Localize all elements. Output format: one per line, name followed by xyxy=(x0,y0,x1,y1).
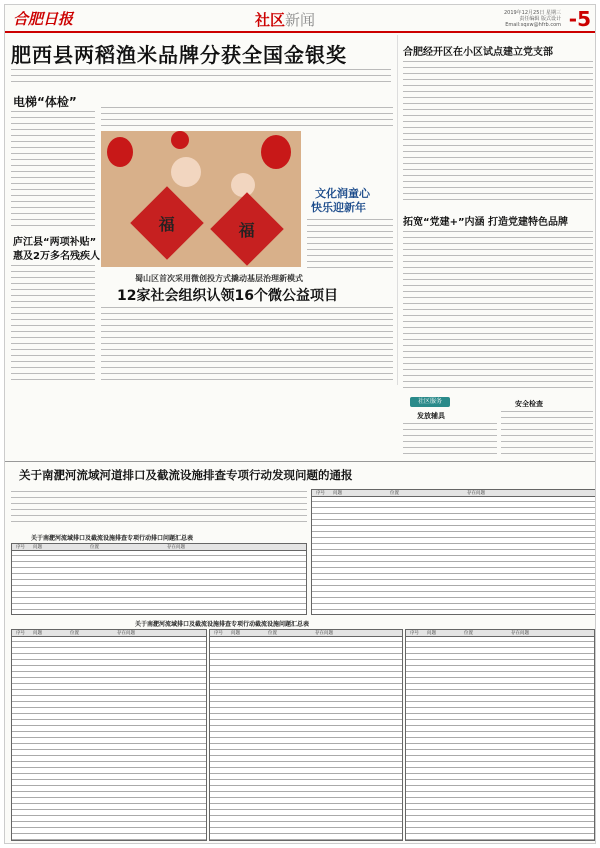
right-brief-2 xyxy=(501,409,593,457)
fu-character-left: 福 xyxy=(158,214,176,234)
left-subhead-elevator: 电梯“体检” xyxy=(13,95,77,109)
photo-title-1: 文化润童心 xyxy=(315,187,370,200)
right-article-2 xyxy=(403,229,593,389)
left-subhead-subsidy: 庐江县“两项补贴” xyxy=(13,237,97,248)
table2-title: 关于南淝河流域排口及截流设施排查专项行动截流设施问题汇总表 xyxy=(135,621,310,628)
photo-title-2: 快乐迎新年 xyxy=(311,201,366,214)
main-headline: 肥西县两稻渔米品牌分获全国金银奖 xyxy=(11,43,347,67)
right-headline-2: 拓宽“党建+”内涵 打造党建特色品牌 xyxy=(403,217,569,228)
left-subhead-disabled: 惠及2万多名残疾人 xyxy=(13,251,100,262)
page-number: -5 xyxy=(568,7,591,31)
interception-table-3: 序号 问题 位置 存在问题 xyxy=(405,629,595,841)
right-subhead-safety: 安全检查 xyxy=(515,400,543,408)
mid-top-body xyxy=(101,105,393,127)
table1-title: 关于南淝河流域排口及截流设施排查专项行动排口问题汇总表 xyxy=(31,535,194,542)
outlet-issues-table: 序号 问题 位置 存在问题 xyxy=(11,543,307,615)
interception-table-1: 序号 问题 位置 存在问题 xyxy=(11,629,207,841)
left-column-body-2 xyxy=(11,263,95,385)
mid-article-body xyxy=(101,305,393,385)
newspaper-page xyxy=(4,4,596,844)
interception-table-2: 序号 问题 位置 存在问题 xyxy=(209,629,403,841)
issue-meta: 2019年12月25日 星期三 责任编辑 版式设计 Email:sqxw@hfrb.com xyxy=(503,10,561,28)
mid-headline: 12家社会组织认领16个微公益项目 xyxy=(117,288,338,304)
mid-kicker: 蜀山区首次采用微创投方式撬动基层治理新模式 xyxy=(135,274,303,283)
left-column-body xyxy=(11,109,95,229)
news-photo-children xyxy=(101,131,301,267)
community-service-tag: 社区服务 xyxy=(410,397,450,407)
right-brief-1 xyxy=(403,421,497,457)
notice-body xyxy=(11,489,307,527)
right-article-1 xyxy=(403,59,593,205)
right-headline-1: 合肥经开区在小区试点建立党支部 xyxy=(403,47,553,58)
right-subhead-aids: 发放辅具 xyxy=(417,412,445,420)
outlet-issues-table-cont: 序号 问题 位置 存在问题 xyxy=(311,489,596,615)
notice-headline: 关于南淝河流域河道排口及截流设施排查专项行动发现问题的通报 xyxy=(19,468,353,482)
photo-caption xyxy=(307,217,393,269)
lead-article-body xyxy=(11,67,391,83)
section-title: 社区新闻 xyxy=(255,11,316,29)
fu-character-right: 福 xyxy=(238,220,256,240)
newspaper-logo: 合肥日报 xyxy=(13,10,74,28)
masthead xyxy=(5,5,596,33)
